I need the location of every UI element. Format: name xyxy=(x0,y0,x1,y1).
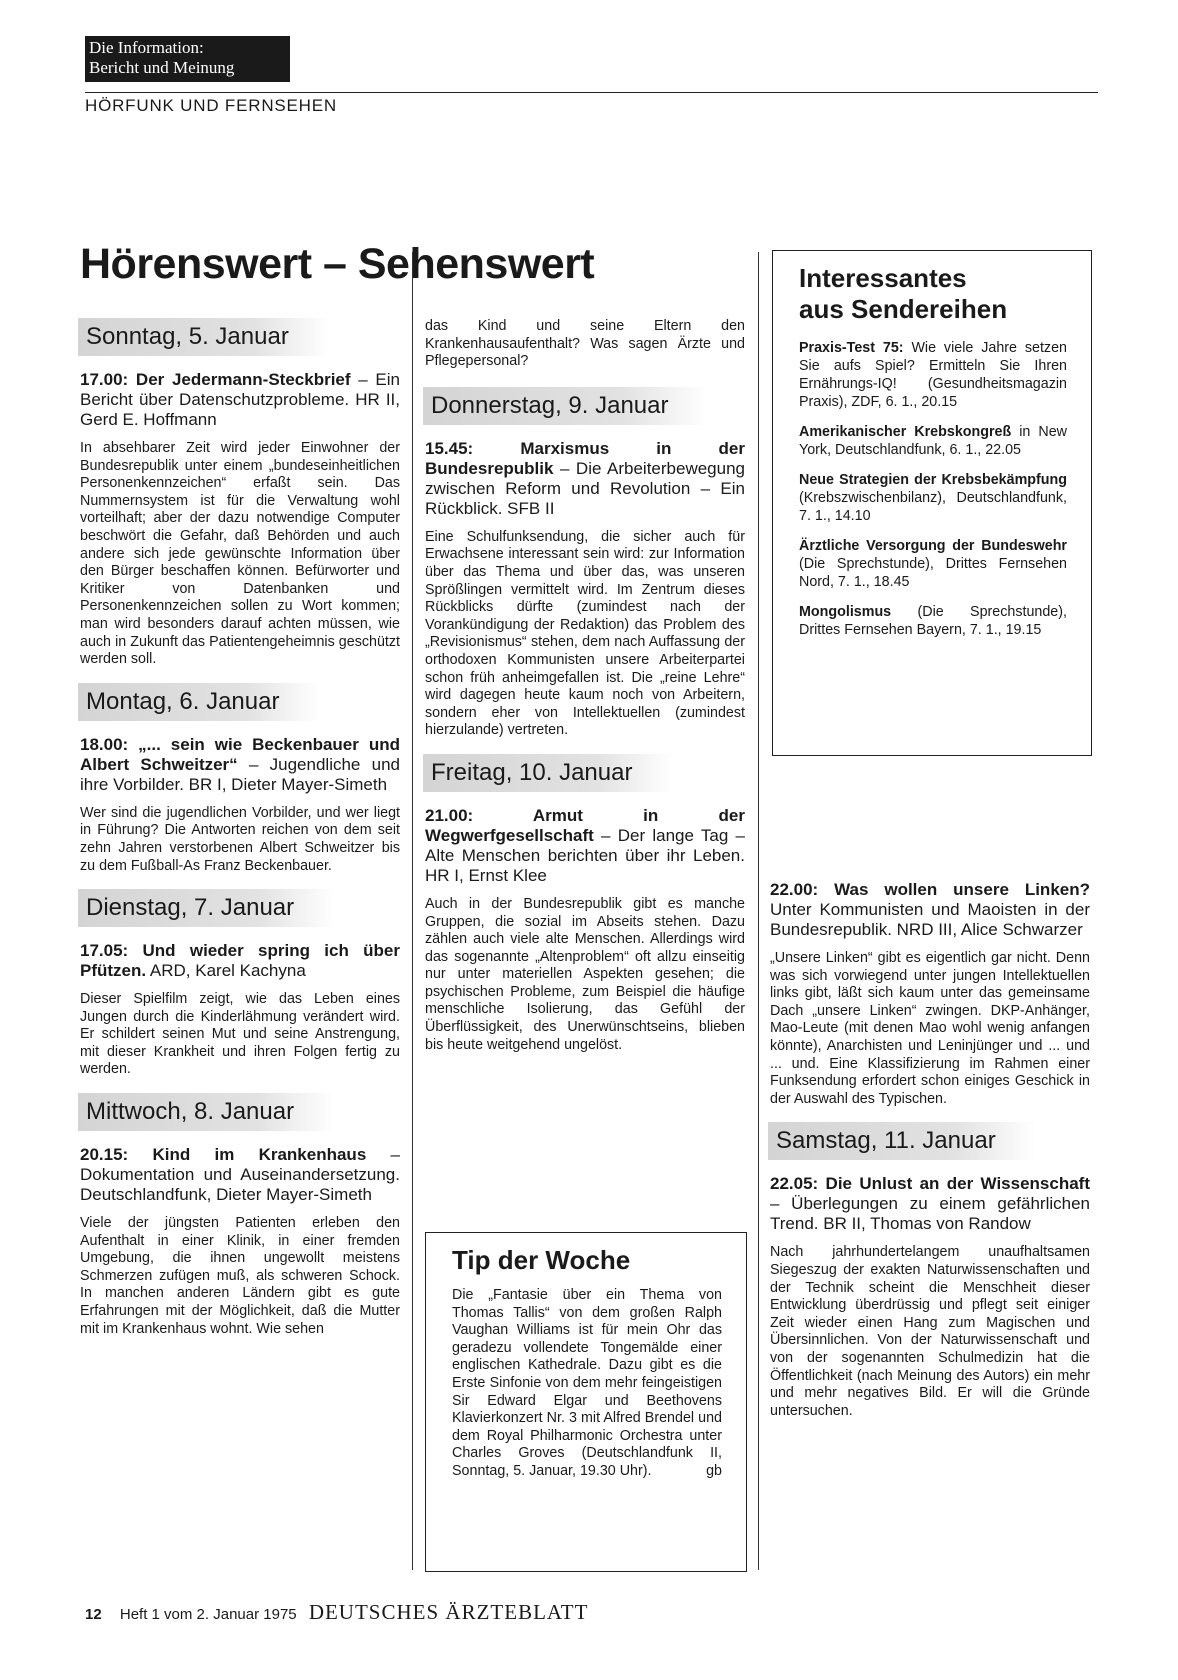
program-details: – Jugendliche und ihre Vorbilder. BR I, Dieter Mayer-Simeth xyxy=(80,754,400,794)
issue-info: Heft 1 vom 2. Januar 1975 xyxy=(119,1606,297,1623)
tip-of-the-week-box xyxy=(425,1232,747,1572)
program-description: Viele der jüngsten Patienten erleben den Aufenthalt in einer Klinik, in einer fremden Umgebung, die ihnen ungewollt meistens Schmerzen zufügen muß, als schweren Schock. In manchen anderen Ländern gibt es gute Erfahrungen mit der Möglichkeit, daß die Mutter mit im Krankenhaus wohnt. Wie sehen xyxy=(80,1215,400,1337)
program-details: – Überlegungen zu einem gefährlichen Trend. BR II, Thomas von Randow xyxy=(770,1194,1090,1234)
tip-body: Die „Fantasie über ein Thema von Thomas Tallis“ von dem großen Ralph Vaughan Williams ist für mein Ohr das geradezu vollendete Tongemälde einer englischen Kathedrale. Dazu gibt es die Erste Sinfonie von dem mehr feingeistigen Sir Edward Elgar und Beethovens Klavierkonzert Nr. 3 mit Alfred Brendel und dem Royal Philharmonic Orchestra unter Charles Groves (Deutschlandfunk II, Sonntag, 5. Januar, 19.30 Uhr). xyxy=(452,1287,722,1479)
tip-title: Tip der Woche xyxy=(452,1245,631,1275)
day-header-monday: Montag, 6. Januar xyxy=(78,683,319,721)
program-lead xyxy=(425,439,745,519)
day-header-thursday: Donnerstag, 9. Januar xyxy=(423,387,708,425)
day-header-tuesday: Dienstag, 7. Januar xyxy=(78,889,334,927)
series-entry-details: in New York, Deutschlandfunk, 6. 1., 22.05 xyxy=(799,424,1067,458)
program-time-title: 17.00: Der Jedermann-Steckbrief xyxy=(80,370,351,389)
series-entry-details: (Krebszwischenbilanz), Deutschlandfunk, 7. 1., 14.10 xyxy=(799,490,1067,524)
page-title: Hörenswert – Sehenswert xyxy=(80,240,595,288)
program-lead xyxy=(80,370,400,430)
column-2 xyxy=(425,318,745,1068)
series-box-title-line-2: aus Sendereihen xyxy=(799,294,1008,324)
program-description-continued: das Kind und seine Eltern den Krankenhausaufenthalt? Was sagen Ärzte und Pflegepersonal? xyxy=(425,318,745,370)
series-entry xyxy=(799,471,1067,525)
program-time-title: 15.45: Marxismus in der Bundesrepublik xyxy=(425,438,745,478)
program-details: Unter Kommunisten und Maoisten in der Bundesrepublik. NRD III, Alice Schwarzer xyxy=(770,900,1090,939)
series-entry-title: Amerikanischer Krebskongreß xyxy=(799,424,1012,440)
program-lead xyxy=(425,806,745,886)
series-entry-details: (Die Sprechstunde), Drittes Fernsehen Nord, 7. 1., 18.45 xyxy=(799,556,1067,590)
program-time-title: 18.00: „... sein wie Beckenbauer und Albert Schweitzer“ xyxy=(80,734,400,774)
series-entry-title: Mongolismus xyxy=(799,604,892,620)
program-description: In absehbarer Zeit wird jeder Einwohner der Bundesrepublik unter einem „bundeseinheitlichen Personenkennzeichen“ erfaßt sein. Das Nummernsystem ist für die Verwaltung wohl vorteilhaft; aber der dazu notwendige Computer beschwört die Gefahr, daß Behörden und auch andere sich jede gewünschte Information über den Bürger beschaffen können. Befürworter und Kritiker von Datenbanken und Personenkennzeichen sollen zu Wort kommen; man wird besonders darauf achten müssen, wie auch in Zukunft das Patientengeheimnis geschützt werden soll. xyxy=(80,440,400,668)
tip-text xyxy=(452,1287,722,1481)
tip-signature: gb xyxy=(706,1462,722,1479)
series-box xyxy=(772,250,1092,756)
day-header-friday: Freitag, 10. Januar xyxy=(423,754,672,792)
series-entry xyxy=(799,603,1067,639)
column-3 xyxy=(770,880,1090,1434)
program-time-title: 21.00: Armut in der Wegwerfgesellschaft xyxy=(425,805,745,845)
series-entry xyxy=(799,423,1067,459)
program-lead xyxy=(770,880,1090,940)
program-lead xyxy=(80,735,400,795)
column-1 xyxy=(80,318,400,1352)
program-lead xyxy=(770,1174,1090,1234)
series-box-title-line-1: Interessantes xyxy=(799,263,967,293)
page-footer xyxy=(85,1600,588,1625)
series-entry xyxy=(799,537,1067,591)
program-description: Wer sind die jugendlichen Vorbilder, und wer liegt in Führung? Die Antworten reichen von dem seit zehn Jahren verstorbenen Albert Schweitzer bis zu dem Fußball-As Franz Beckenbauer. xyxy=(80,804,400,874)
series-entry-title: Neue Strategien der Krebsbekämpfung xyxy=(799,472,1067,488)
series-box-title xyxy=(799,263,1067,325)
program-time-title: 22.00: Was wollen unsere Linken? xyxy=(770,880,1090,899)
program-description: Dieser Spielfilm zeigt, wie das Leben eines Jungen durch die Kinderlähmung verändert wird. Er schildert seinen Mut und seine Anstrengung, mit dieser Krankheit und ihren Folgen fertig zu werden. xyxy=(80,991,400,1078)
day-header-saturday: Samstag, 11. Januar xyxy=(768,1122,1036,1160)
program-details: – Die Arbeiterbewegung zwischen Reform und Revolution – Ein Rückblick. SFB II xyxy=(425,458,745,518)
rubric-line-1: Die Information: xyxy=(89,38,204,57)
program-description: Auch in der Bundesrepublik gibt es manche Gruppen, die sozial im Abseits stehen. Dazu zählen auch viele alte Menschen. Allerdings wird das sogenannte „Altenproblem“ oft allzu einseitig nur unter materiellen Aspekten gesehen; die psychischen Probleme, zum Beispiel die häufige menschliche Isolierung, das Gefühl der Überflüssigkeit, des Unerwünschtseins, blieben bis heute weitgehend ungelöst. xyxy=(425,895,745,1053)
program-description: Eine Schulfunksendung, die sicher auch für Erwachsene interessant sein wird: zur Information über das Thema und über das, was unseren Sprößlingen vermittelt wird. Im Zentrum dieses Rückblicks dürfte (zumindest nach der Vorankündigung der Redaktion) das Problem des „Revisionismus“ stehen, dem nach Auffassung der orthodoxen Kommunisten unsere Arbeiterpartei schon früh anheimgefallen ist. Die „reine Lehre“ wird dagegen heute kaum noch von Arbeitern, sondern eher von Intellektuellen (zumindest hierzulande) vertreten. xyxy=(425,528,745,739)
series-entry-title: Ärztliche Versorgung der Bundeswehr xyxy=(799,538,1067,554)
series-entry-details: (Die Sprechstunde), Drittes Fernsehen Bayern, 7. 1., 19.15 xyxy=(799,604,1067,638)
program-details: ARD, Karel Kachyna xyxy=(146,961,306,981)
program-description: „Unsere Linken“ gibt es eigentlich gar nicht. Denn was sich vorwiegend unter jungen Intellektuellen links gibt, läßt sich kaum unter das gemeinsame Dach „unsere Linken“ zwingen. DKP-Anhänger, Mao-Leute (mit denen Mao wohl wenig anfangen könnte), Anarchisten und Leninjünger und ... und ... und. Eine Klassifizierung im Rahmen einer Funksendung erfordert schon einiges Geschick in der Auswahl des Typischen. xyxy=(770,950,1090,1107)
day-header-wednesday: Mittwoch, 8. Januar xyxy=(78,1093,334,1131)
section-label: HÖRFUNK UND FERNSEHEN xyxy=(85,96,337,115)
program-lead xyxy=(80,941,400,981)
series-entry-title: Praxis-Test 75: xyxy=(799,340,904,356)
header-rule xyxy=(85,92,1098,93)
rubric-badge xyxy=(85,36,290,82)
rubric-line-2: Bericht und Meinung xyxy=(89,58,235,77)
magazine-name: DEUTSCHES ÄRZTEBLATT xyxy=(308,1600,589,1624)
program-details: – Dokumentation und Auseinandersetzung. Deutschlandfunk, Dieter Mayer-Simeth xyxy=(80,1145,400,1205)
series-entry-details: Wie viele Jahre setzen Sie aufs Spiel? Ermitteln Sie Ihren Ernährungs-IQ! (Gesundheitsmagazin Praxis), ZDF, 6. 1., 20.15 xyxy=(799,340,1067,410)
page-number: 12 xyxy=(85,1606,102,1623)
program-lead xyxy=(80,1145,400,1205)
program-time-title: 22.05: Die Unlust an der Wissenschaft xyxy=(770,1174,1090,1194)
program-details: – Der lange Tag – Alte Menschen berichten über ihr Leben. HR I, Ernst Klee xyxy=(425,825,745,885)
program-description: Nach jahrhundertelangem unaufhaltsamen Siegeszug der exakten Naturwissenschaften und der Technik scheint die Menschheit dieser Entwicklung überdrüssig und pflegt seit einiger Zeit wieder einen Hang zum Magischen und Übersinnlichen. Von der Naturwissenschaft und von der sogenannten Schulmedizin hat die Öffentlichkeit (nach Meinung des Autors) ein mehr und mehr negatives Bild. Er will die Gründe untersuchen. xyxy=(770,1244,1090,1419)
column-divider xyxy=(758,252,759,1570)
program-details: – Ein Bericht über Datenschutzprobleme. HR II, Gerd E. Hoffmann xyxy=(80,370,400,429)
program-time-title: 17.05: Und wieder spring ich über Pfützen. xyxy=(80,941,400,981)
day-header-sunday: Sonntag, 5. Januar xyxy=(78,318,329,356)
column-divider xyxy=(412,252,413,1570)
program-time-title: 20.15: Kind im Krankenhaus xyxy=(80,1145,367,1165)
series-entry xyxy=(799,339,1067,411)
